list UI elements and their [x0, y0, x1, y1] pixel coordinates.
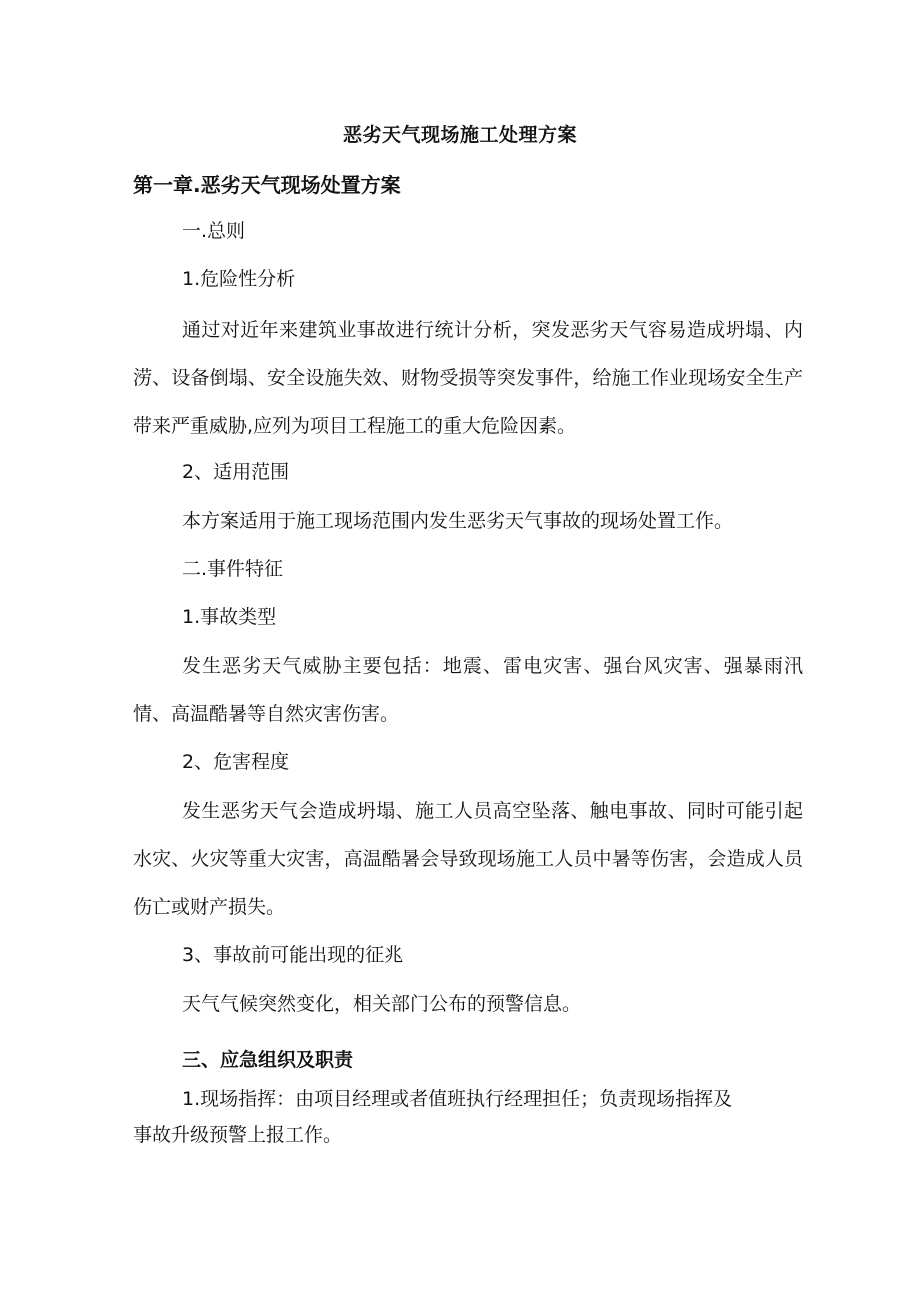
- paragraph-accident-type: 发生恶劣天气威胁主要包括：地震、雷电灾害、强台风灾害、强暴雨汛情、高温酷暑等自然灾害伤害。: [133, 655, 803, 725]
- paragraph-warning-signs: 天气气候突然变化，相关部门公布的预警信息。: [182, 993, 582, 1015]
- subsection-heading-accident-type: 1.事故类型: [182, 606, 277, 628]
- document-title: 恶劣天气现场施工处理方案: [342, 124, 577, 146]
- section-heading-emergency-organization: 三、应急组织及职责: [182, 1049, 354, 1071]
- subsection-heading-risk-analysis: 1.危险性分析: [182, 268, 296, 290]
- section-heading-general: 一.总则: [182, 220, 246, 242]
- subsection-heading-hazard-level: 2、危害程度: [182, 751, 290, 773]
- paragraph-risk-analysis: 通过对近年来建筑业事故进行统计分析，突发恶劣天气容易造成坍塌、内涝、设备倒塌、安全设施失效、财物受损等突发事件，给施工作业现场安全生产带来严重威胁,应列为项目工程施工的重大危险因素。: [133, 319, 803, 437]
- chapter-heading: 第一章.恶劣天气现场处置方案: [133, 173, 401, 197]
- paragraph-site-command: 1.现场指挥：由项目经理或者值班执行经理担任；负责现场指挥及事故升级预警上报工作。: [133, 1088, 733, 1146]
- section-heading-event-characteristics: 二.事件特征: [182, 558, 284, 580]
- subsection-heading-scope: 2、适用范围: [182, 461, 290, 483]
- paragraph-scope: 本方案适用于施工现场范围内发生恶劣天气事故的现场处置工作。: [182, 510, 734, 532]
- subsection-heading-warning-signs: 3、事故前可能出现的征兆: [182, 944, 404, 966]
- paragraph-hazard-level: 发生恶劣天气会造成坍塌、施工人员高空坠落、触电事故、同时可能引起水灾、火灾等重大灾害，高温酷暑会导致现场施工人员中暑等伤害，会造成人员伤亡或财产损失。: [133, 800, 803, 918]
